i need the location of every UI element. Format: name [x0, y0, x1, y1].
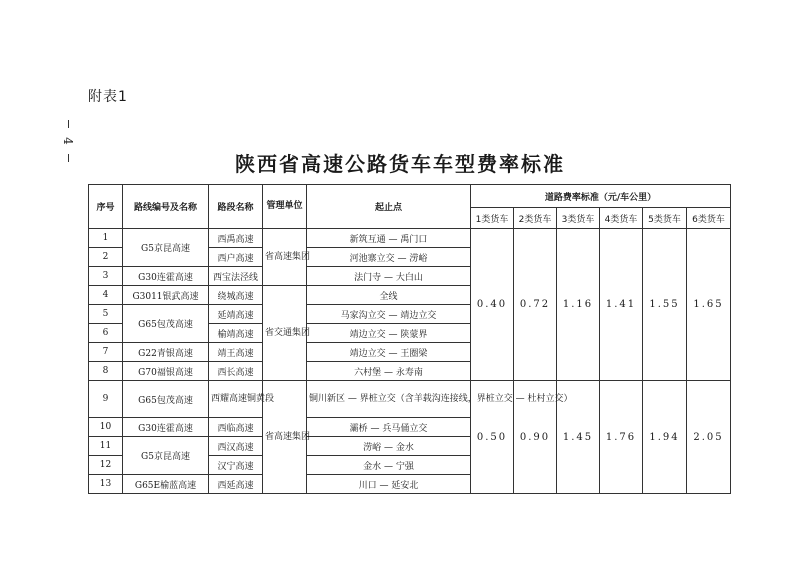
table-row [89, 381, 731, 418]
rate-class-6: 2.05 [687, 381, 731, 494]
row-section: 西禹高速 [209, 229, 263, 248]
header-class-6: 6类货车 [687, 208, 731, 229]
row-section: 靖王高速 [209, 343, 263, 362]
row-route: G5京昆高速 [123, 229, 209, 267]
row-no: 12 [89, 456, 123, 475]
row-route: G30连霍高速 [123, 418, 209, 437]
header-span: 起止点 [307, 185, 471, 229]
row-span: 灞桥 — 兵马俑立交 [307, 418, 471, 437]
rate-class-6: 1.65 [687, 229, 731, 381]
row-route: G30连霍高速 [123, 267, 209, 286]
rate-table [88, 184, 731, 494]
row-span: 法门寺 — 大白山 [307, 267, 471, 286]
row-route: G22青银高速 [123, 343, 209, 362]
row-no: 3 [89, 267, 123, 286]
management-unit: 省交通集团 [263, 286, 307, 381]
rate-class-2: 0.72 [514, 229, 557, 381]
row-no: 6 [89, 324, 123, 343]
rate-class-3: 1.45 [557, 381, 600, 494]
rate-class-2: 0.90 [514, 381, 557, 494]
rate-class-1: 0.50 [471, 381, 514, 494]
rate-class-5: 1.94 [643, 381, 687, 494]
rate-class-4: 1.76 [600, 381, 643, 494]
rate-class-3: 1.16 [557, 229, 600, 381]
row-route: G5京昆高速 [123, 437, 209, 475]
page-mark-tick-top [68, 120, 69, 128]
row-route: G3011银武高速 [123, 286, 209, 305]
row-route: G70福银高速 [123, 362, 209, 381]
row-no: 2 [89, 248, 123, 267]
row-span: 铜川新区 — 界桩立交（含羊载沟连接线，界桩立交 — 杜村立交） [307, 381, 471, 418]
rate-class-4: 1.41 [600, 229, 643, 381]
row-no: 10 [89, 418, 123, 437]
header-class-5: 5类货车 [643, 208, 687, 229]
row-section: 西宝法泾线 [209, 267, 263, 286]
row-no: 8 [89, 362, 123, 381]
row-span: 六村堡 — 永寿南 [307, 362, 471, 381]
page-number: 4 [60, 137, 75, 145]
row-route: G65包茂高速 [123, 305, 209, 343]
header-class-1: 1类货车 [471, 208, 514, 229]
row-span: 涝峪 — 金水 [307, 437, 471, 456]
header-class-3: 3类货车 [557, 208, 600, 229]
row-no: 5 [89, 305, 123, 324]
header-class-2: 2类货车 [514, 208, 557, 229]
row-section: 西耀高速铜黄段 [209, 381, 263, 418]
row-span: 靖边立交 — 陕蒙界 [307, 324, 471, 343]
header-no: 序号 [89, 185, 123, 229]
rate-class-5: 1.55 [643, 229, 687, 381]
row-section: 汉宁高速 [209, 456, 263, 475]
attachment-label: 附表1 [88, 89, 128, 105]
row-section: 西汉高速 [209, 437, 263, 456]
row-section: 西临高速 [209, 418, 263, 437]
header-management: 管理单位 [263, 185, 307, 229]
row-no: 11 [89, 437, 123, 456]
row-span: 川口 — 延安北 [307, 475, 471, 494]
header-route: 路线编号及名称 [123, 185, 209, 229]
row-span: 靖边立交 — 王圈梁 [307, 343, 471, 362]
row-section: 绕城高速 [209, 286, 263, 305]
row-section: 西户高速 [209, 248, 263, 267]
document-title: 陕西省高速公路货车车型费率标准 [235, 152, 565, 176]
row-span: 新筑互通 — 禹门口 [307, 229, 471, 248]
table-row [89, 229, 731, 248]
row-no: 4 [89, 286, 123, 305]
row-span: 全线 [307, 286, 471, 305]
row-section: 榆靖高速 [209, 324, 263, 343]
row-no: 9 [89, 381, 123, 418]
header-rate-group: 道路费率标准（元/车公里） [471, 185, 731, 208]
row-span: 马家沟立交 — 靖边立交 [307, 305, 471, 324]
row-section: 西延高速 [209, 475, 263, 494]
row-no: 13 [89, 475, 123, 494]
row-no: 1 [89, 229, 123, 248]
rate-class-1: 0.40 [471, 229, 514, 381]
row-no: 7 [89, 343, 123, 362]
row-span: 金水 — 宁强 [307, 456, 471, 475]
header-section: 路段名称 [209, 185, 263, 229]
management-unit: 省高速集团 [263, 381, 307, 494]
row-section: 延靖高速 [209, 305, 263, 324]
row-span: 河池寨立交 — 涝峪 [307, 248, 471, 267]
row-route: G65E榆蓝高速 [123, 475, 209, 494]
row-section: 西长高速 [209, 362, 263, 381]
management-unit: 省高速集团 [263, 229, 307, 286]
header-class-4: 4类货车 [600, 208, 643, 229]
row-route: G65包茂高速 [123, 381, 209, 418]
